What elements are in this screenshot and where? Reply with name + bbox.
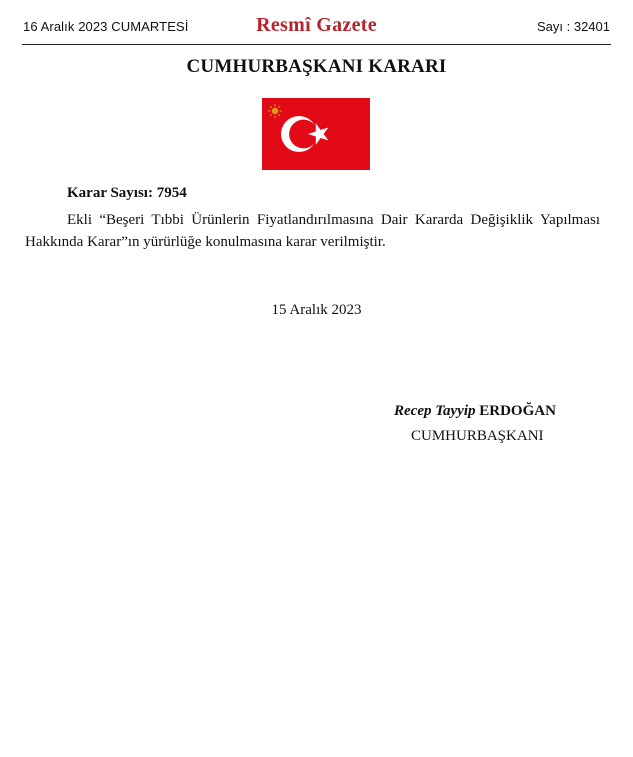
decree-body-line: Hakkında Karar”ın yürürlüğe konulmasına karar verilmiştir.: [25, 234, 386, 250]
signer-title: CUMHURBAŞKANI: [411, 428, 544, 444]
signer-surname: ERDOĞAN: [479, 403, 556, 419]
decree-body: [25, 209, 600, 253]
signer-name: [394, 403, 556, 420]
gazette-masthead: Resmî Gazete: [256, 14, 377, 36]
page-header: [22, 14, 611, 45]
header-date: 16 Aralık 2023 CUMARTESİ: [23, 19, 189, 34]
turkish-flag-icon: [262, 98, 370, 170]
decree-body-line: Ekli “Beşeri Tıbbi Ürünlerin Fiyatlandırılmasına Dair Kararda Değişiklik Yapılması: [67, 212, 600, 228]
signer-first-name: Recep Tayyip: [394, 403, 476, 419]
decree-title: CUMHURBAŞKANI KARARI: [186, 56, 447, 77]
presidential-emblem-icon: [268, 104, 282, 118]
decision-number: Karar Sayısı: 7954: [67, 185, 187, 201]
issue-number: Sayı : 32401: [537, 19, 610, 34]
decree-date: 15 Aralık 2023: [271, 302, 362, 318]
